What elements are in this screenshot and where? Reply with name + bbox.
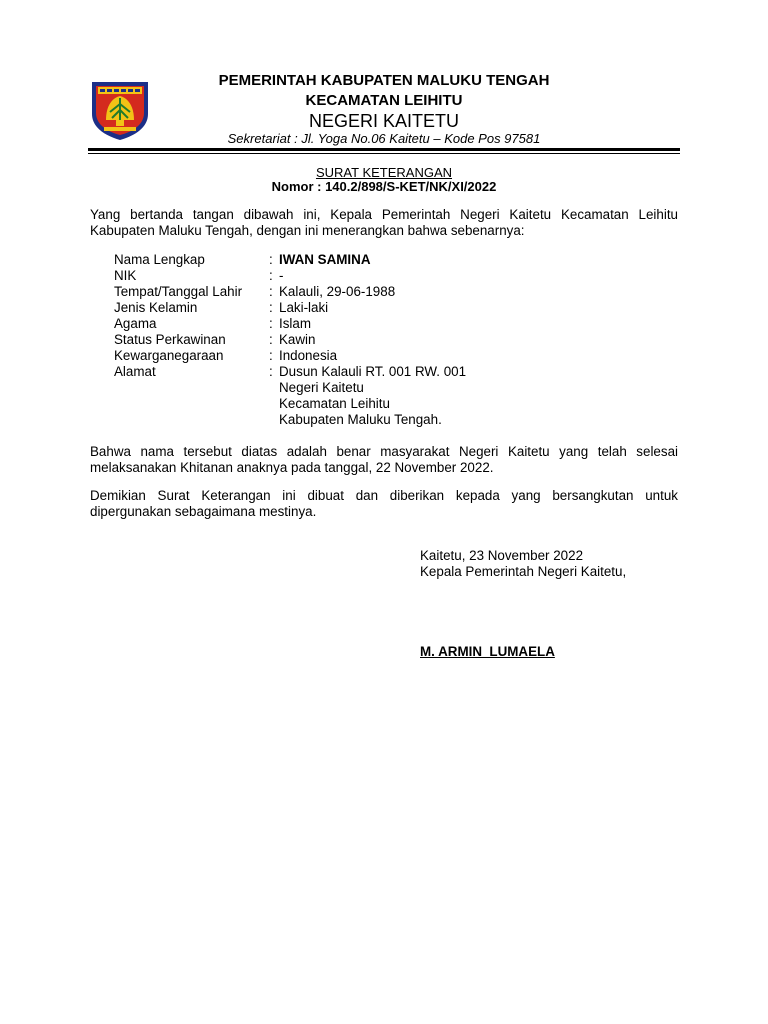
field-value: Kawin [279, 332, 316, 347]
field-colon: : [269, 332, 273, 347]
field-value: - [279, 268, 284, 283]
field-colon: : [269, 300, 273, 315]
field-label: Jenis Kelamin [114, 300, 198, 315]
intro-paragraph: Yang bertanda tangan dibawah ini, Kepala Pemerintah Negeri Kaitetu Kecamatan Leihitu Kabupaten Maluku Tengah, dengan ini menerangkan bahwa sebenarnya: [90, 207, 678, 238]
field-value: Indonesia [279, 348, 338, 363]
regency-emblem-logo [88, 78, 152, 142]
header-divider-thick [88, 148, 680, 151]
identity-fields [114, 252, 466, 428]
field-row-marital [114, 332, 466, 348]
field-row-nationality [114, 348, 466, 364]
field-row-name [114, 252, 466, 268]
address-line: Negeri Kaitetu [279, 380, 364, 395]
field-value: Kalauli, 29-06-1988 [279, 284, 396, 299]
field-value: Dusun Kalauli RT. 001 RW. 001 [279, 364, 467, 379]
address-line: Kecamatan Leihitu [279, 396, 390, 411]
field-colon: : [269, 252, 273, 267]
field-label: Status Perkawinan [114, 332, 226, 347]
field-colon: : [269, 348, 273, 363]
field-row-religion [114, 316, 466, 332]
field-row-gender [114, 300, 466, 316]
field-label: Kewarganegaraan [114, 348, 224, 363]
signature-date: Kaitetu, 23 November 2022 [420, 548, 584, 563]
field-label: Nama Lengkap [114, 252, 205, 267]
header-divider-thin [88, 153, 680, 154]
header-district-line: KECAMATAN LEIHITU [305, 92, 463, 109]
letter-heading: SURAT KETERANGAN [315, 165, 453, 180]
address-continuation [114, 412, 466, 428]
field-row-address [114, 364, 466, 380]
header-address-line: Sekretariat : Jl. Yoga No.06 Kaitetu – Kode Pos 97581 [227, 131, 541, 146]
header-government-line: PEMERINTAH KABUPATEN MALUKU TENGAH [218, 72, 550, 89]
field-row-birth [114, 284, 466, 300]
field-label: Tempat/Tanggal Lahir [114, 284, 243, 299]
field-value: IWAN SAMINA [279, 252, 371, 267]
signature-role: Kepala Pemerintah Negeri Kaitetu, [420, 564, 627, 579]
address-continuation [114, 396, 466, 412]
letter-number: Nomor : 140.2/898/S-KET/NK/XI/2022 [271, 179, 497, 194]
signature-name: M. ARMIN LUMAELA [420, 644, 555, 659]
field-label: Alamat [114, 364, 156, 379]
field-label: NIK [114, 268, 137, 283]
field-colon: : [269, 316, 273, 331]
address-continuation [114, 380, 466, 396]
field-value: Islam [279, 316, 311, 331]
field-colon: : [269, 268, 273, 283]
field-label: Agama [114, 316, 157, 331]
field-value: Laki-laki [279, 300, 329, 315]
header-village-line: NEGERI KAITETU [308, 111, 460, 131]
field-row-nik [114, 268, 466, 284]
statement-paragraph: Bahwa nama tersebut diatas adalah benar masyarakat Negeri Kaitetu yang telah selesai melaksanakan Khitanan anaknya pada tanggal, 22 November 2022. [90, 444, 678, 475]
address-line: Kabupaten Maluku Tengah. [279, 412, 442, 427]
field-colon: : [269, 284, 273, 299]
closing-paragraph: Demikian Surat Keterangan ini dibuat dan diberikan kepada yang bersangkutan untuk dipergunakan sebagaimana mestinya. [90, 488, 678, 519]
field-colon: : [269, 364, 273, 379]
